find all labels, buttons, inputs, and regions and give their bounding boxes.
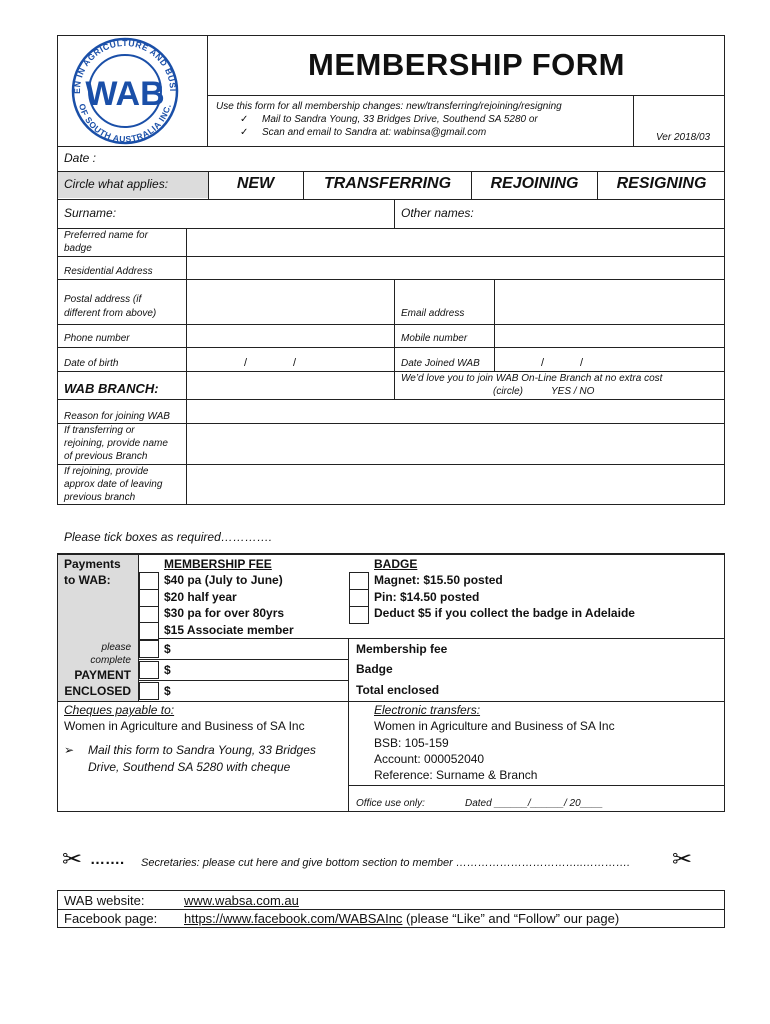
wab-logo xyxy=(66,37,184,145)
badge-option: Magnet: $15.50 posted xyxy=(374,573,503,587)
cut-dots: ……. xyxy=(90,851,125,868)
dob-separator: / xyxy=(244,357,248,369)
surname-field[interactable] xyxy=(130,200,392,227)
badge-checkbox[interactable] xyxy=(349,572,369,590)
membership-amount-field[interactable] xyxy=(176,639,346,659)
email-label: Email address xyxy=(401,308,465,319)
page-title: MEMBERSHIP FORM xyxy=(308,47,625,82)
fee-heading: MEMBERSHIP FEE xyxy=(164,557,272,571)
online-branch-note: We’d love you to join WAB On-Line Branch at no extra cost xyxy=(401,373,663,384)
transfers-heading: Electronic transfers: xyxy=(374,703,481,717)
fee-option: $15 Associate member xyxy=(164,623,294,637)
transfers-line: Women in Agriculture and Business of SA Inc xyxy=(374,719,615,733)
badge-checkbox[interactable] xyxy=(349,589,369,607)
date-joined-separator: / xyxy=(541,357,545,369)
dob-field[interactable] xyxy=(187,348,393,370)
website-link[interactable]: www.wabsa.com.au xyxy=(184,893,299,908)
intro-text: Use this form for all membership changes: new/transferring/rejoining/resigning xyxy=(216,101,562,112)
previous-branch-field[interactable] xyxy=(187,424,724,463)
date-joined-label: Date Joined WAB xyxy=(401,358,480,369)
currency-sign: $ xyxy=(164,684,171,698)
other-names-field[interactable] xyxy=(486,200,724,227)
currency-sign: $ xyxy=(164,663,171,677)
cheques-payee: Women in Agriculture and Business of SA Inc xyxy=(64,719,305,733)
email-field[interactable] xyxy=(495,280,724,323)
branch-field[interactable] xyxy=(187,372,393,398)
logo-initials: WAB xyxy=(85,75,165,113)
badge-checkbox[interactable] xyxy=(349,606,369,624)
phone-field[interactable] xyxy=(187,325,393,347)
mobile-field[interactable] xyxy=(495,325,724,347)
scissors-icon: ✂ xyxy=(62,846,83,873)
payment-enclosed-label: PAYMENT xyxy=(74,668,131,682)
total-membership-label: Membership fee xyxy=(356,642,448,656)
option-rejoining[interactable]: REJOINING xyxy=(490,175,579,192)
svg-text:WOMEN IN AGRICULTURE AND BUSIN: EN IN AGRICULTURE AND BUSI xyxy=(71,37,179,94)
fee-checkbox[interactable] xyxy=(139,572,159,590)
check-icon: ✓ xyxy=(240,127,249,138)
total-enclosed-label: Total enclosed xyxy=(356,683,440,697)
mail-instruction: Mail this form to Sandra Young, 33 Bridges xyxy=(88,743,316,757)
payments-label: Payments xyxy=(64,557,121,571)
surname-label: Surname: xyxy=(64,206,117,220)
total-badge-label: Badge xyxy=(356,662,393,676)
version-label: Ver 2018/03 xyxy=(656,132,711,143)
reason-field[interactable] xyxy=(187,400,724,422)
rejoining-label: If rejoining, provide xyxy=(64,466,149,477)
arrow-icon: ➢ xyxy=(64,743,75,757)
date-label: Date : xyxy=(64,151,97,165)
preferred-name-field[interactable] xyxy=(187,229,724,255)
facebook-link[interactable]: https://www.facebook.com/WABSAInc xyxy=(184,911,403,926)
date-joined-field[interactable] xyxy=(495,348,724,370)
tick-note: Please tick boxes as required…………. xyxy=(64,530,273,544)
reason-label: Reason for joining WAB xyxy=(64,411,170,422)
residential-field[interactable] xyxy=(187,257,724,279)
badge-heading: BADGE xyxy=(374,557,418,571)
amount-checkbox[interactable] xyxy=(139,682,159,700)
fee-option: $30 pa for over 80yrs xyxy=(164,606,285,620)
amount-checkbox[interactable] xyxy=(139,640,159,658)
bullet-scan: Scan and email to Sandra at: wabinsa@gmail.com xyxy=(262,127,487,138)
transfers-line: Reference: Surname & Branch xyxy=(374,768,538,782)
date-field[interactable] xyxy=(110,148,720,170)
dob-label: Date of birth xyxy=(64,358,119,369)
facebook-label: Facebook page: xyxy=(64,911,158,926)
preferred-name-label: Preferred name for xyxy=(64,230,148,241)
badge-option: Deduct $5 if you collect the badge in Adelaide xyxy=(374,606,635,620)
postal-field[interactable] xyxy=(187,280,393,323)
website-label: WAB website: xyxy=(64,893,145,908)
transfers-line: BSB: 105-159 xyxy=(374,736,449,750)
office-use-label: Office use only: xyxy=(356,798,425,809)
date-joined-separator: / xyxy=(580,357,584,369)
complete-note: please xyxy=(101,642,131,653)
cut-line-text: Secretaries: please cut here and give bottom section to member ……………………………..…………. xyxy=(141,857,631,869)
fee-option: $40 pa (July to June) xyxy=(164,573,283,587)
currency-sign: $ xyxy=(164,642,171,656)
option-new[interactable]: NEW xyxy=(236,175,275,192)
postal-label: Postal address (if xyxy=(64,294,142,305)
fee-checkbox[interactable] xyxy=(139,589,159,607)
badge-option: Pin: $14.50 posted xyxy=(374,590,480,604)
option-transferring[interactable]: TRANSFERRING xyxy=(323,175,452,192)
check-icon: ✓ xyxy=(240,114,249,125)
branch-label: WAB BRANCH: xyxy=(64,381,159,396)
facebook-note: (please “Like” and “Follow” our page) xyxy=(402,911,620,926)
transferring-label: If transferring or xyxy=(64,425,135,436)
online-branch-circle: (circle) xyxy=(493,386,523,397)
cheques-heading: Cheques payable to: xyxy=(64,703,175,717)
online-branch-yes-no[interactable]: YES / NO xyxy=(551,386,595,397)
dob-separator: / xyxy=(293,357,297,369)
other-names-label: Other names: xyxy=(401,206,474,220)
fee-checkbox[interactable] xyxy=(139,622,159,640)
scissors-icon: ✂ xyxy=(672,846,693,873)
svg-text:OF SOUTH AUSTRALIA INC.: OF SOUTH AUSTRALIA INC. xyxy=(76,102,173,145)
office-dated: Dated ______/______/ 20____ xyxy=(465,798,603,809)
amount-checkbox[interactable] xyxy=(139,661,159,679)
total-amount-field[interactable] xyxy=(176,681,346,701)
phone-label: Phone number xyxy=(64,333,130,344)
mobile-label: Mobile number xyxy=(401,333,468,344)
residential-label: Residential Address xyxy=(64,266,153,277)
bullet-mail: Mail to Sandra Young, 33 Bridges Drive, Southend SA 5280 or xyxy=(262,114,538,125)
fee-option: $20 half year xyxy=(164,590,237,604)
option-resigning[interactable]: RESIGNING xyxy=(616,175,707,192)
badge-amount-field[interactable] xyxy=(176,660,346,680)
circle-label: Circle what applies: xyxy=(64,177,169,191)
transfers-line: Account: 000052040 xyxy=(374,752,485,766)
facebook-line xyxy=(184,911,619,926)
leaving-date-field[interactable] xyxy=(187,465,724,504)
